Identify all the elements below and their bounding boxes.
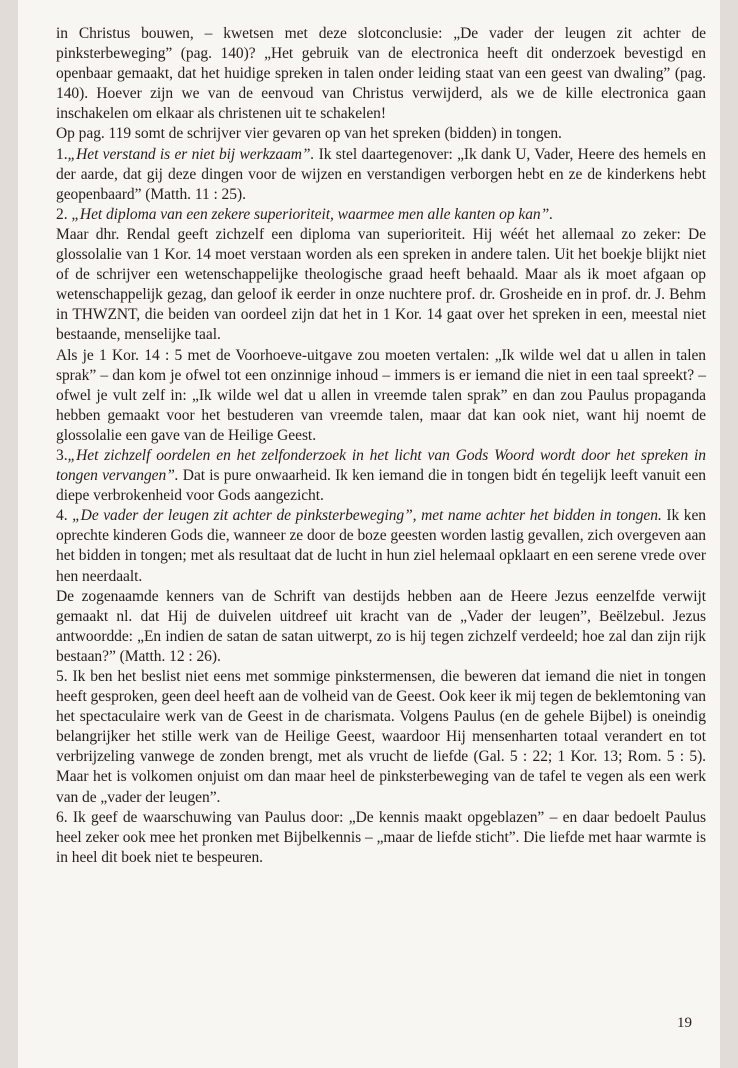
paragraph-point-2 (56, 205, 706, 225)
body-text (56, 24, 706, 868)
book-page (18, 0, 720, 1068)
paragraph-point-3 (56, 446, 706, 506)
paragraph-point-5 (56, 667, 706, 808)
paragraph-beelzebul (56, 587, 706, 667)
paragraph-text: Dat is pure onwaarheid. Ik ken iemand die in tongen bidt én tegelijk leeft vanuit een diepe verbrokenheid voor Gods aangezicht. (56, 467, 706, 505)
paragraph-dangers-intro (56, 124, 706, 144)
paragraph-text: Op pag. 119 somt de schrijver vier gevaren op van het spreken (bidden) in tongen. (56, 125, 562, 143)
paragraph-text: Ik stel daartegenover: „Ik dank U, Vader, Heere des hemels en der aarde, dat gij deze dingen voor de wijzen en verstandigen verborgen hebt en ze de kinderkens hebt geopenbaard” (Matth. 11 : 25). (56, 145, 706, 203)
paragraph-text: in Christus bouwen, – kwetsen met deze slotconclusie: „De vader der leugen zit achter de pinksterbeweging” (pag. 140)? „Het gebruik van de electronica heeft dit onderzoek bevestigd en openbaar gemaakt, dat het huidige spreken in talen onder leiding staat van een geest van dwaling” (pag. 140). Hoever zijn we van de eenvoud van Christus verwijderd, als we de kille electronica gaan inschakelen om elkaar als christenen uit te schakelen! (56, 25, 706, 123)
point-quote: „Het diploma van een zekere superioriteit, waarmee men alle kanten op kan”. (71, 205, 554, 223)
paragraph-text: 6. Ik geef de waarschuwing van Paulus door: „De kennis maakt opgeblazen” – en daar bedoelt Paulus heel zeker ook mee het pronken met Bijbelkennis – „maar de liefde sticht”. Die liefde met haar warmte is in heel dit boek niet te bespeuren. (56, 808, 706, 866)
point-number: 4. (56, 507, 73, 525)
point-quote: „Het verstand is er niet bij werkzaam”. (67, 145, 315, 163)
paragraph-point-1 (56, 145, 706, 205)
point-number: 2. (56, 205, 72, 223)
paragraph-intro (56, 24, 706, 124)
paragraph-text: 5. Ik ben het beslist niet eens met sommige pinkstermensen, die beweren dat iemand die niet in tongen heeft gesproken, geen deel heeft aan de volheid van de Geest. Ook keer ik mij tegen de beklemtoning van het spectaculaire werk van de Geest in de charismata. Volgens Paulus (en de gehele Bijbel) is oneindig belangrijker het stille werk van de Heilige Geest, waardoor Hij mensenharten totaal verandert en tot verbrijzeling vanwege de zonden brengt, met als vrucht de liefde (Gal. 5 : 22; 1 Kor. 13; Rom. 5 : 5). Maar het is volkomen onjuist om dan maar heel de pinksterbeweging van de tafel te vegen als een werk van de „vader der leugen”. (56, 668, 706, 806)
point-quote: „Het zichzelf oordelen en het zelfonderzoek in het licht van Gods Woord wordt door het spreken in tongen vervangen”. (56, 446, 706, 485)
paragraph-text: De zogenaamde kenners van de Schrift van destijds hebben aan de Heere Jezus eenzelfde verwijt gemaakt nl. dat Hij de duivelen uitdreef uit kracht van de „Vader der leugen”, Beëlzebul. Jezus antwoordde: „En indien de satan de satan uitwerpt, zo is hij tegen zichzelf verdeeld; hoe zal dan zijn rijk bestaan?” (Matth. 12 : 26). (56, 587, 706, 665)
paragraph-point-4 (56, 506, 706, 586)
paragraph-point-6 (56, 808, 706, 868)
paragraph-text: Maar dhr. Rendal geeft zichzelf een diploma van superioriteit. Hij wéét het allemaal zo zeker: De glossolalie van 1 Kor. 14 moet verstaan worden als een spreken in andere talen. Uit het boekje blijkt niet of de schrijver een wetenschappelijke theologische graad heeft behaald. Maar als ik moet afgaan op wetenschappelijk gezag, dan geloof ik eerder in onze nuchtere prof. dr. Grosheide en in prof. dr. J. Behm in THWZNT, die beiden van oordeel zijn dat het in 1 Kor. 14 gaat over het spreken in een, meestal niet bestaande, menselijke taal. (56, 225, 706, 344)
paragraph-rendal (56, 225, 706, 346)
page-number: 19 (677, 1015, 692, 1031)
paragraph-text: Als je 1 Kor. 14 : 5 met de Voorhoeve-uitgave zou moeten vertalen: „Ik wilde wel dat u allen in talen sprak” – dan kom je ofwel tot een onzinnige inhoud – immers is er iemand die niet in een taal spreekt? – ofwel je vult zelf in: „Ik wilde wel dat u allen in vreemde talen sprak” en dan zou Paulus propaganda hebben gemaakt voor het bestuderen van vreemde talen, maar dat kan ook niet, want hij noemt de glossolalie een gave van de Heilige Geest. (56, 346, 706, 444)
point-number: 3. (56, 446, 68, 464)
paragraph-text: Ik ken oprechte kinderen Gods die, wanneer ze door de boze geesten worden lastig gevallen, zich overgeven aan het bidden in tongen; met als resultaat dat de lucht in hun ziel helemaal opklaart en een serene vrede over hen neerdaalt. (56, 507, 706, 585)
paragraph-1kor14 (56, 346, 706, 446)
point-quote: „De vader der leugen zit achter de pinksterbeweging”, met name achter het bidden in tongen. (72, 507, 662, 525)
point-number: 1. (56, 145, 68, 163)
